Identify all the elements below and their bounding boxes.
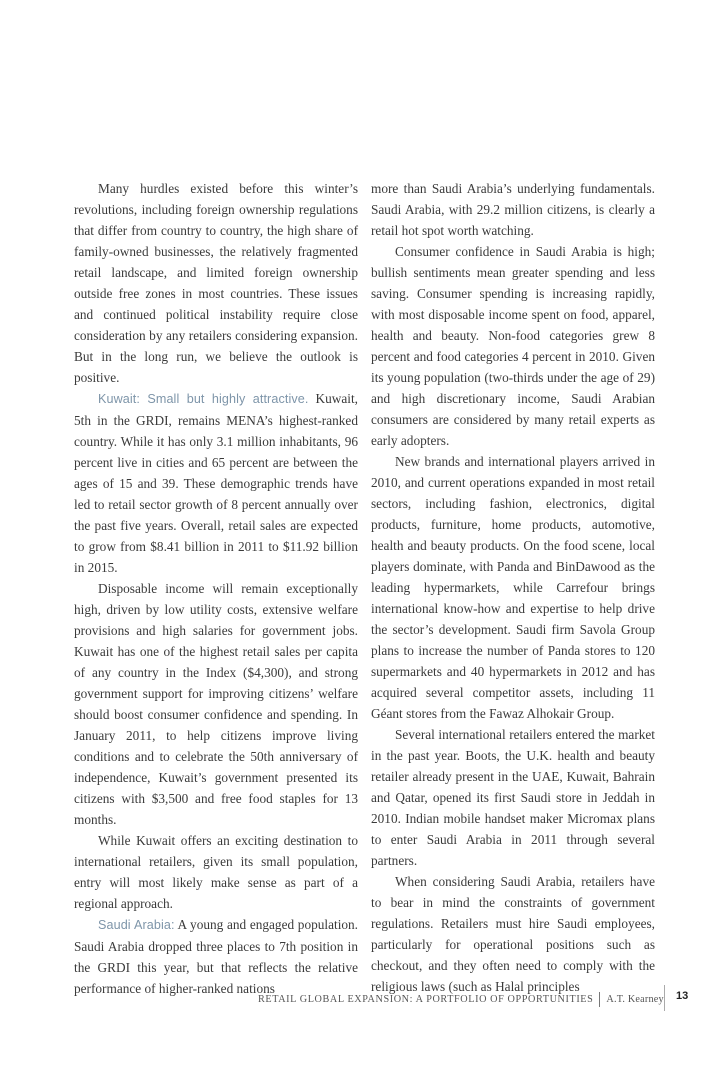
saudi-lead-in: Saudi Arabia: [98, 918, 175, 932]
left-paragraph-saudi [74, 914, 358, 999]
right-paragraph-5: When considering Saudi Arabia, retailers have to bear in mind the constraints of government regulations. Retailers must hire Saudi employees, particularly for operational positions such as checkout, and they often need to comply with the religious laws (such as Halal principles [371, 874, 655, 994]
kuwait-paragraph-text: Kuwait, 5th in the GRDI, remains MENA’s highest-ranked country. While it has only 3.1 million inhabitants, 96 percent live in cities and 65 percent are between the ages of 15 and 39. These demographic trends have led to retail sector growth of 8 percent annually over the past five years. Overall, retail sales are expected to grow from $8.41 billion in 2011 to $11.92 billion in 2015. [74, 391, 359, 575]
saudi-paragraph-text: A young and engaged population. Saudi Arabia dropped three places to 7th position in the GRDI this year, but that reflects the relative performance of higher-ranked nations [74, 917, 359, 996]
left-paragraph-3: Disposable income will remain exceptionally high, driven by low utility costs, extensive welfare provisions and high salaries for government jobs. Kuwait has one of the highest retail sales per capita of any country in the Index ($4,300), and strong government support for improving citizens’ welfare should boost consumer confidence and spending. In January 2011, to help citizens improve living conditions and to celebrate the 50th anniversary of independence, Kuwait’s government presented its citizens with $3,500 and free food staples for 13 months. [74, 581, 358, 827]
right-column [371, 178, 655, 997]
left-paragraph-1: Many hurdles existed before this winter’s revolutions, including foreign ownership regulations that differ from country to country, the high share of family-owned businesses, the relatively fragmented retail landscape, and limited foreign ownership outside free zones in most countries. These issues and continued political instability require close consideration by any retailers considering expansion. But in the long run, we believe the outlook is positive. [74, 181, 358, 385]
footer-title: RETAIL GLOBAL EXPANSION: A PORTFOLIO OF OPPORTUNITIES [258, 993, 594, 1005]
right-paragraph-1: more than Saudi Arabia’s underlying fundamentals. Saudi Arabia, with 29.2 million citizens, is clearly a retail hot spot worth watching. [371, 181, 655, 238]
footer-brand: A.T. Kearney [606, 993, 664, 1005]
left-paragraph-kuwait [74, 388, 358, 578]
page-number: 13 [676, 990, 689, 1002]
footer-divider [599, 992, 600, 1007]
left-column [74, 178, 358, 999]
page-footer [258, 991, 664, 1007]
right-paragraph-3: New brands and international players arrived in 2010, and current operations expanded in most retail sectors, including fashion, electronics, digital products, furniture, home products, automotive, health and beauty products. On the food scene, local players dominate, with Panda and BinDawood as the leading hypermarkets, while Carrefour brings international know-how and expertise to help drive the sector’s development. Saudi firm Savola Group plans to increase the number of Panda stores to 120 supermarkets and 40 hypermarkets in 2012 and has acquired several competitor assets, including 11 Géant stores from the Fawaz Alhokair Group. [371, 454, 655, 721]
right-paragraph-2: Consumer confidence in Saudi Arabia is high; bullish sentiments mean greater spending and less saving. Consumer spending is increasing rapidly, with most disposable income spent on food, apparel, health and beauty. Non-food categories grew 8 percent and food categories 4 percent in 2010. Given its young population (two-thirds under the age of 29) and high discretionary income, Saudi Arabian consumers are considered by many retail experts as early adopters. [371, 244, 655, 448]
page-number-divider [664, 985, 665, 1011]
kuwait-lead-in: Kuwait: Small but highly attractive. [98, 392, 309, 406]
right-paragraph-4: Several international retailers entered the market in the past year. Boots, the U.K. health and beauty retailer already present in the UAE, Kuwait, Bahrain and Qatar, opened its first Saudi store in Jeddah in 2010. Indian mobile handset maker Micromax plans to enter Saudi Arabia in 2011 through several partners. [371, 727, 655, 868]
left-paragraph-4: While Kuwait offers an exciting destination to international retailers, given its small population, entry will most likely make sense as part of a regional approach. [74, 833, 358, 911]
